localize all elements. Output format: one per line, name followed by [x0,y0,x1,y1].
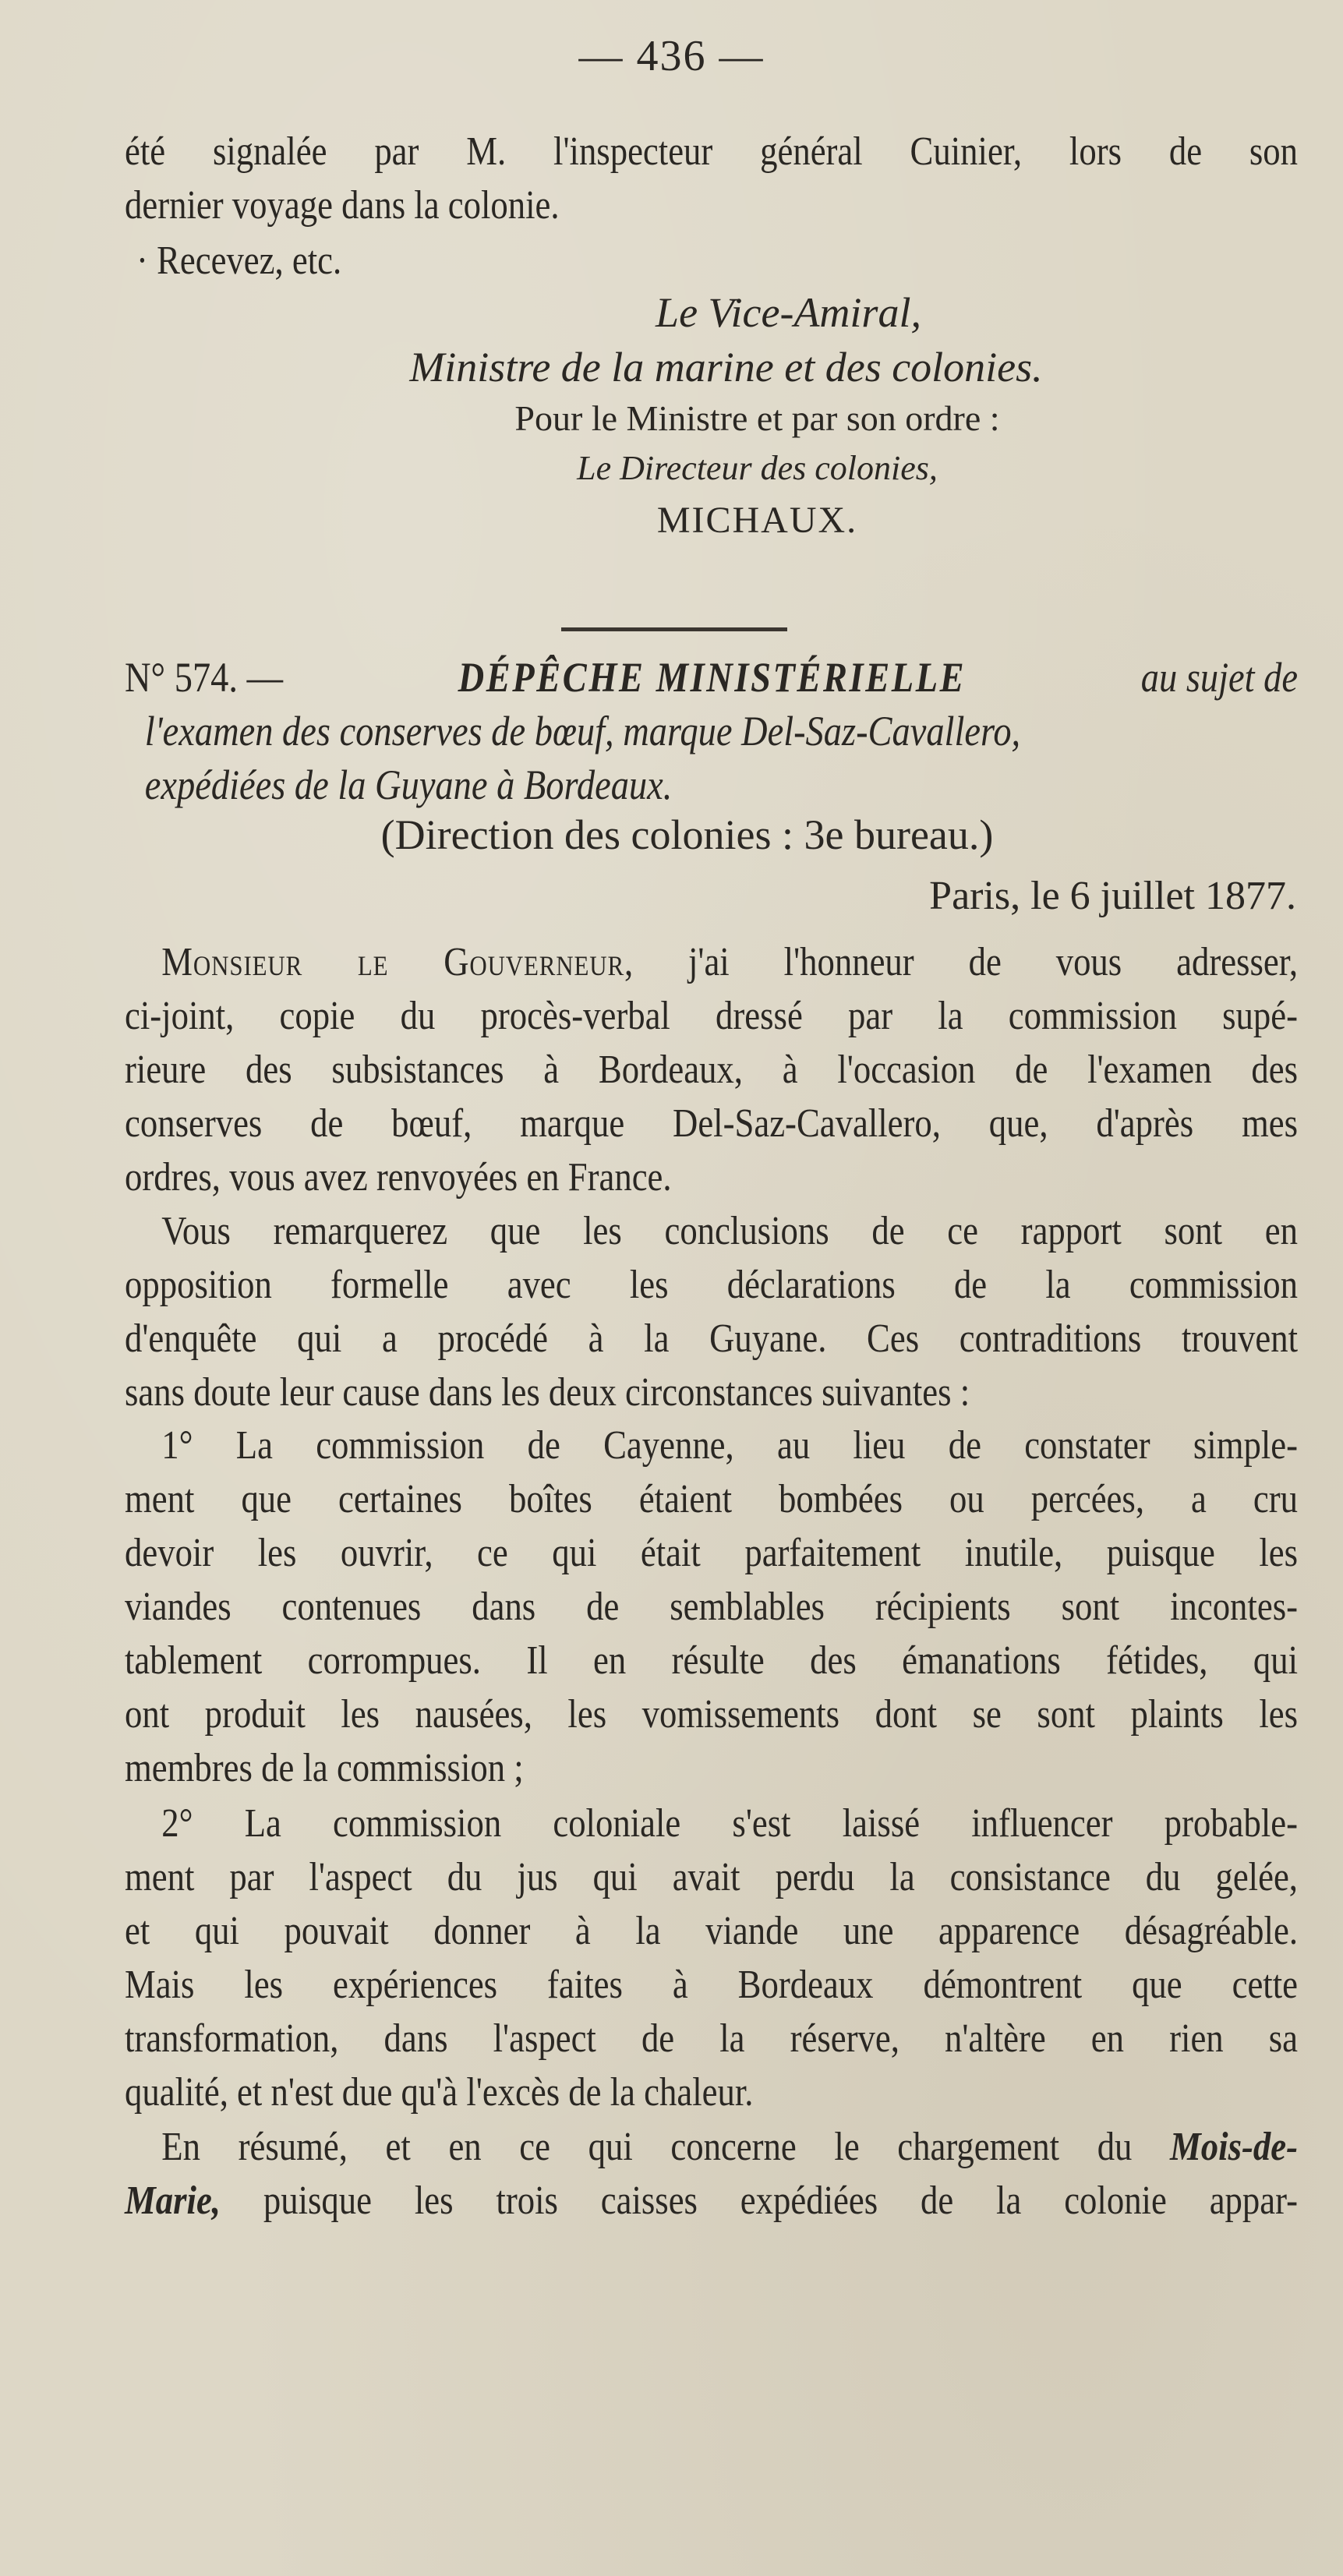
dispatch-heading [125,651,1298,812]
text-line: tablement corrompues. Il en résulte des émanations fétides, qui [125,1638,1298,1683]
signature-title: Le Vice-Amiral, [656,289,921,336]
body-paragraph-3 [125,1419,1298,1795]
dispatch-title-suffix: au sujet de [1140,654,1298,701]
closing-formula: · Recevez, etc. [136,239,342,283]
text-line: opposition formelle avec les déclarations de la commission [125,1263,1298,1307]
dispatch-subject-line: expédiées de la Guyane à Bordeaux. [144,761,673,808]
text-line: d'enquête qui a procédé à la Guyane. Ces contraditions trouvent [125,1316,1298,1361]
text-line [125,2120,1298,2174]
text-line: ordres, vous avez renvoyées en France. [125,1155,672,1200]
text-line: ment par l'aspect du jus qui avait perdu la consistance du gelée, [125,1855,1298,1899]
text-line: ont produit les nausées, les vomissements dont se sont plaints les [125,1692,1298,1737]
body-paragraph-4 [125,1797,1298,2119]
dispatch-number: N° 574. — [125,654,284,701]
text-line: 1° La commission de Cayenne, au lieu de constater simple- [161,1423,1298,1468]
signature-name: MICHAUX. [656,500,858,541]
separator-rule [561,627,787,631]
text-line: Mais les expériences faites à Bordeaux démontrent que cette [125,1963,1298,2007]
text-line: viandes contenues dans de semblables récipients sont incontes- [125,1585,1298,1629]
body-paragraph-5 [125,2120,1298,2228]
dispatch-title: DÉPÊCHE MINISTÉRIELLE [458,654,967,701]
text-line: membres de la commission ; [125,1746,524,1790]
signature-director: Le Directeur des colonies, [577,449,938,487]
text-line: dernier voyage dans la colonie. [125,183,560,228]
text-line: rieure des subsistances à Bordeaux, à l'occasion de l'examen des [125,1048,1298,1092]
dispatch-direction: (Direction des colonies : 3e bureau.) [380,811,994,858]
body-paragraph-1 [125,935,1298,1204]
text-line-rest: puisque les trois caisses expédiées de la colonie appar- [263,2178,1299,2223]
dispatch-subject-line: l'examen des conserves de bœuf, marque Del-Saz-Cavallero, [144,708,1021,754]
text-line: devoir les ouvrir, ce qui était parfaitement inutile, puisque les [125,1531,1298,1575]
text-line: sans doute leur cause dans les deux circonstances suivantes : [125,1370,970,1415]
signature-order-line: Pour le Ministre et par son ordre : [514,398,1000,438]
text-line: transformation, dans l'aspect de la réserve, n'altère en rien sa [125,2016,1298,2061]
body-paragraph-2 [125,1204,1298,1419]
text-line: ment que certaines boîtes étaient bombées ou percées, a cru [125,1477,1298,1521]
text-line: qualité, et n'est due qu'à l'excès de la chaleur. [125,2070,754,2115]
text-line [125,935,1298,989]
salutation: Monsieur le Gouverneur, [161,940,634,984]
opening-paragraph [125,125,1298,232]
ship-name: Marie, [125,2178,221,2223]
page-number: — 436 — [578,32,765,80]
text-line: ci-joint, copie du procès-verbal dressé par la commission supé- [125,994,1298,1038]
text-line: été signalée par M. l'inspecteur général Cuinier, lors de son [125,129,1298,174]
ship-name: Mois-de- [1170,2125,1298,2169]
text-line: 2° La commission coloniale s'est laissé influencer probable- [161,1801,1298,1846]
text-line [125,2174,1298,2228]
signature-office: Ministre de la marine et des colonies. [409,344,1043,390]
text-line: et qui pouvait donner à la viande une apparence désagréable. [125,1909,1298,1953]
text-line: Vous remarquerez que les conclusions de ce rapport sont en [161,1209,1298,1253]
dispatch-date: Paris, le 6 juillet 1877. [929,874,1296,918]
text-line-rest: j'ai l'honneur de vous adresser, [687,940,1298,984]
text-line: conserves de bœuf, marque Del-Saz-Cavallero, que, d'après mes [125,1101,1298,1146]
text-line-start: En résumé, et en ce qui concerne le chargement du [161,2125,1133,2169]
